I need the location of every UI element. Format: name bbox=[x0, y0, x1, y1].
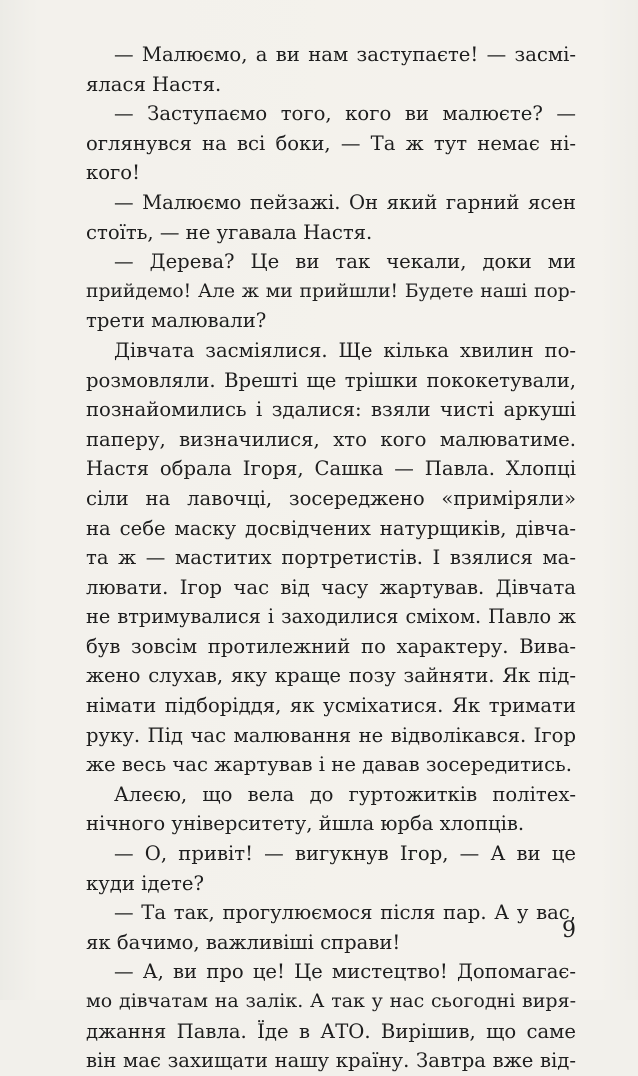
text-line: Настя обрала Ігоря, Сашка — Павла. Хлопці bbox=[86, 457, 576, 481]
text-line: куди ідете? bbox=[86, 871, 204, 895]
text-line: стоїть, — не угавала Настя. bbox=[86, 220, 373, 244]
text-line: ялася Настя. bbox=[86, 72, 222, 96]
text-line: лювати. Ігор час від часу жартував. Дівчата bbox=[86, 575, 576, 599]
text-line: німати підборіддя, як усміхатися. Як тримати bbox=[86, 694, 576, 718]
text-line: — Та так, прогулюємося після пар. А у вас, bbox=[114, 901, 576, 925]
text-line: на себе маску досвідчених натурщиків, дівча- bbox=[86, 516, 576, 540]
text-line: не втримувалися і заходилися сміхом. Павло ж bbox=[86, 605, 576, 629]
text-line: він має захищати нашу країну. Завтра вже від- bbox=[86, 1049, 576, 1073]
text-line: був зовсім протилежний по характеру. Вива- bbox=[86, 634, 576, 658]
text-line: — Малюємо, а ви нам заступаєте! — засмі- bbox=[114, 43, 576, 66]
text-line: джання Павла. Їде в АТО. Вирішив, що саме bbox=[86, 1019, 576, 1043]
text-line: мо дівчатам на залік. А так у нас сьогодні виря- bbox=[86, 990, 576, 1012]
text-line: — О, привіт! — вигукнув Ігор, — А ви це bbox=[114, 842, 576, 866]
page-number: 9 bbox=[562, 918, 576, 943]
text-line: познайомились і здалися: взяли чисті аркуші bbox=[86, 398, 576, 422]
text-line: руку. Під час малювання не відволікався. Ігор bbox=[86, 723, 576, 747]
text-line: — Дерева? Це ви так чекали, доки ми bbox=[114, 250, 576, 274]
text-line: жено слухав, яку краще позу зайняти. Як під- bbox=[86, 664, 576, 688]
text-line: прийдемо! Але ж ми прийшли! Будете наші пор- bbox=[86, 280, 576, 302]
text-line: — Малюємо пейзажі. Он який гарний ясен bbox=[114, 190, 576, 214]
text-line: розмовляли. Врешті ще трішки пококетували, bbox=[86, 368, 576, 392]
text-line: як бачимо, важливіші справи! bbox=[86, 930, 401, 954]
text-line: сіли на лавочці, зосереджено «приміряли» bbox=[86, 486, 576, 510]
text-line: Дівчата засміялися. Ще кілька хвилин по- bbox=[114, 338, 576, 362]
text-line: трети малювали? bbox=[86, 309, 267, 333]
text-line: та ж — маститих портретистів. І взялися ма- bbox=[86, 546, 576, 570]
text-line: кого! bbox=[86, 161, 140, 185]
text-line: — А, ви про це! Це мистецтво! Допомагає- bbox=[114, 960, 576, 984]
text-line: нічного університету, йшла юрба хлопців. bbox=[86, 812, 525, 836]
text-line: — Заступаємо того, кого ви малюєте? — bbox=[114, 102, 576, 126]
text-line: оглянувся на всі боки, — Та ж тут немає ні- bbox=[86, 131, 576, 155]
text-line: же весь час жартував і не давав зосередитись. bbox=[86, 753, 572, 777]
text-line: Алеєю, що вела до гуртожитків політех- bbox=[114, 782, 576, 806]
body-text bbox=[86, 40, 576, 1076]
text-line: паперу, визначилися, хто кого малюватиме. bbox=[86, 427, 576, 451]
